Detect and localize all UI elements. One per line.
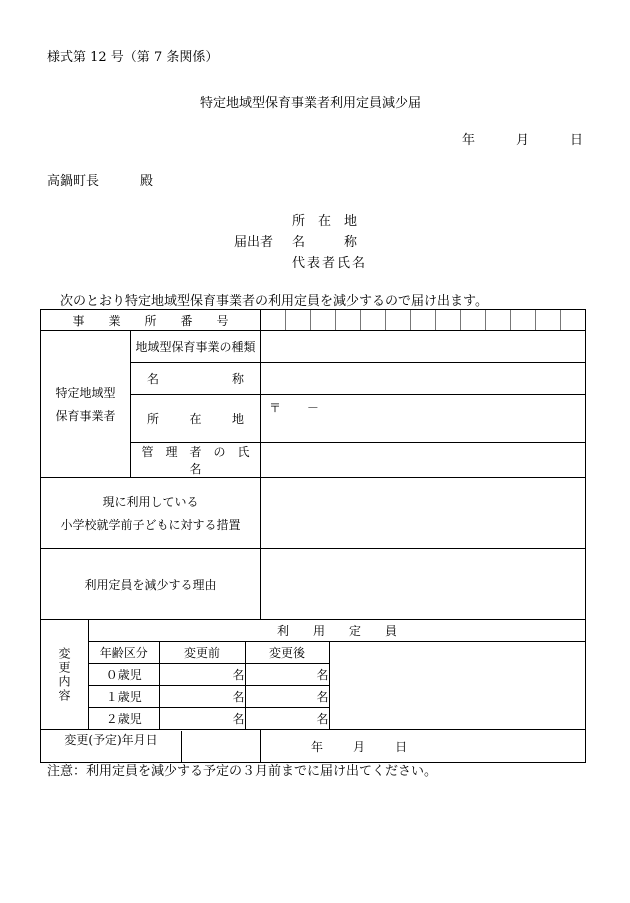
date-month-label: 月: [516, 133, 530, 148]
note-text: 注意：利用定員を減少する予定の３月前までに届け出てください。: [47, 764, 438, 779]
age-cell: ０歳児: [89, 664, 159, 686]
operator-address-field[interactable]: [261, 395, 586, 443]
operator-label: 特定地域型 保育事業者: [41, 331, 131, 478]
capacity-header: 利 用 定 員: [89, 620, 585, 642]
operator-address-label: 所 在 地: [131, 395, 261, 443]
capacity-section: [89, 620, 586, 730]
after-cell[interactable]: 名: [245, 686, 329, 708]
applicant-name-label: 名 称: [292, 235, 358, 250]
change-content-label: 変更内容: [41, 620, 89, 730]
before-header: 変更前: [159, 642, 245, 664]
operator-name-label: 名 称: [131, 363, 261, 395]
capacity-blank: [329, 642, 585, 730]
type-field[interactable]: [261, 331, 586, 363]
office-number-label: 事 業 所 番 号: [41, 310, 261, 331]
operator-name-field[interactable]: [261, 363, 586, 395]
before-cell[interactable]: 名: [159, 686, 245, 708]
applicant-rep-label: 代表者氏名: [292, 256, 368, 271]
age-header: 年齢区分: [89, 642, 159, 664]
change-year-label: 年: [311, 739, 324, 754]
after-header: 変更後: [245, 642, 329, 664]
age-cell: １歳児: [89, 686, 159, 708]
addressee: 高鍋町長: [47, 174, 100, 189]
change-month-label: 月: [353, 739, 366, 754]
form-table: [40, 309, 586, 763]
honorific: 殿: [140, 174, 154, 189]
reason-field[interactable]: [261, 549, 586, 620]
office-number-field[interactable]: [261, 310, 586, 331]
reason-label: 利用定員を減少する理由: [41, 549, 261, 620]
after-cell[interactable]: 名: [245, 664, 329, 686]
postal-mark: 〒: [269, 401, 282, 415]
change-date-label: 変更(予定)年月日: [41, 730, 261, 763]
measures-field[interactable]: [261, 478, 586, 549]
measures-label: 現に利用している 小学校就学前子どもに対する措置: [41, 478, 261, 549]
change-day-label: 日: [395, 739, 408, 754]
postal-dash: －: [306, 401, 319, 415]
form-number: 様式第 12 号（第 7 条関係）: [47, 50, 219, 65]
before-cell[interactable]: 名: [159, 708, 245, 730]
applicant-address-label: 所 在 地: [292, 214, 358, 229]
before-cell[interactable]: 名: [159, 664, 245, 686]
age-cell: ２歳児: [89, 708, 159, 730]
page-title: 特定地域型保育事業者利用定員減少届: [200, 96, 422, 111]
manager-field[interactable]: [261, 443, 586, 478]
manager-label: 管 理 者 の 氏 名: [131, 443, 261, 478]
after-cell[interactable]: 名: [245, 708, 329, 730]
change-date-field[interactable]: [261, 730, 586, 763]
intro-text: 次のとおり特定地域型保育事業者の利用定員を減少するので届け出ます。: [60, 294, 488, 309]
type-label: 地域型保育事業の種類: [131, 331, 261, 363]
date-day-label: 日: [570, 133, 584, 148]
applicant-label: 届出者: [234, 235, 274, 250]
date-year-label: 年: [462, 133, 476, 148]
